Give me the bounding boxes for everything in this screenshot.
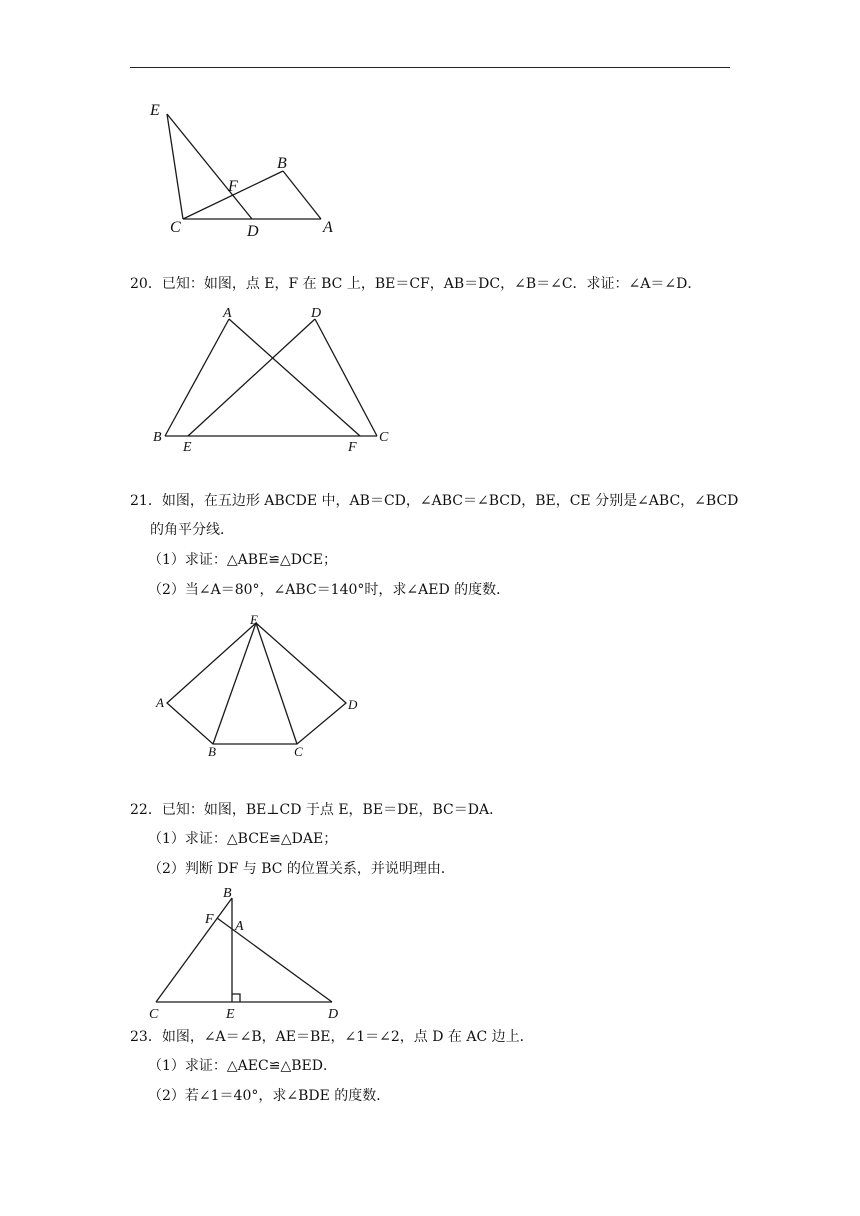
label-b: B — [277, 155, 287, 172]
label-e: E — [250, 612, 258, 627]
label-a: A — [223, 306, 232, 321]
figure-q22 — [145, 884, 365, 1024]
q22-part2: （2）判断 DF 与 BC 的位置关系，并说明理由． — [148, 861, 455, 877]
label-d: D — [247, 223, 259, 240]
label-c: C — [149, 1007, 159, 1022]
q22-text — [130, 800, 503, 820]
q21-line1 — [130, 491, 738, 511]
segment-de — [188, 319, 315, 436]
q23-text — [130, 1027, 534, 1047]
label-f: F — [348, 440, 357, 455]
q22-part1: （1）求证：△BCE≌△DAE； — [148, 831, 338, 847]
label-d: D — [348, 697, 358, 712]
label-e: E — [183, 440, 192, 455]
label-c: C — [379, 430, 389, 445]
segment-bc — [156, 898, 232, 1002]
label-c: C — [170, 219, 181, 236]
figure-q19 — [140, 95, 350, 245]
segment-ed — [167, 114, 252, 219]
segment-ba — [283, 171, 321, 219]
figure-q20 — [145, 300, 405, 460]
q21-statement: 如图，在五边形 ABCDE 中，AB＝CD，∠ABC＝∠BCD，BE，CE 分别是∠ABC，∠BCD — [161, 493, 739, 509]
q21-part2: （2）当∠A＝80°，∠ABC＝140°时，求∠AED 的度数． — [148, 582, 511, 598]
label-a: A — [235, 919, 244, 934]
figure-q21 — [150, 610, 370, 765]
label-b: B — [208, 744, 216, 759]
q23-number: 23． — [130, 1029, 162, 1045]
segment-ab — [165, 319, 229, 436]
segment-eb — [213, 623, 256, 744]
q20-number: 20． — [130, 276, 162, 292]
q21-part1: （1）求证：△ABE≌△DCE； — [148, 552, 337, 568]
q21-number: 21． — [130, 493, 162, 509]
label-b: B — [223, 886, 232, 901]
q23-part1: （1）求证：△AEC≌△BED． — [148, 1058, 337, 1074]
segment-ec — [167, 114, 183, 219]
label-b: B — [153, 430, 162, 445]
label-c: C — [294, 744, 303, 759]
q20-statement: 已知：如图，点 E，F 在 BC 上，BE＝CF，AB＝DC，∠B＝∠C．求证：∠A＝∠D． — [161, 276, 702, 292]
label-e: E — [226, 1007, 235, 1022]
segment-dc — [315, 319, 377, 436]
q20-text — [130, 274, 701, 294]
label-f: F — [228, 178, 238, 195]
q22-statement: 已知：如图，BE⊥CD 于点 E，BE＝DE，BC＝DA． — [161, 802, 504, 818]
label-d: D — [311, 306, 322, 321]
q23-statement: 如图，∠A＝∠B，AE＝BE，∠1＝∠2，点 D 在 AC 边上． — [161, 1029, 534, 1045]
q22-number: 22． — [130, 802, 162, 818]
q23-part2: （2）若∠1＝40°，求∠BDE 的度数． — [148, 1088, 391, 1104]
segment-af — [229, 319, 360, 436]
right-angle-mark — [232, 994, 240, 1002]
label-d: D — [328, 1007, 339, 1022]
label-a: A — [156, 695, 164, 710]
pentagon-abcde — [167, 623, 346, 744]
header-rule — [130, 67, 730, 68]
label-a: A — [323, 219, 333, 236]
q21-line2: 的角平分线． — [150, 522, 234, 538]
label-f: F — [205, 912, 214, 927]
label-e: E — [150, 102, 160, 119]
